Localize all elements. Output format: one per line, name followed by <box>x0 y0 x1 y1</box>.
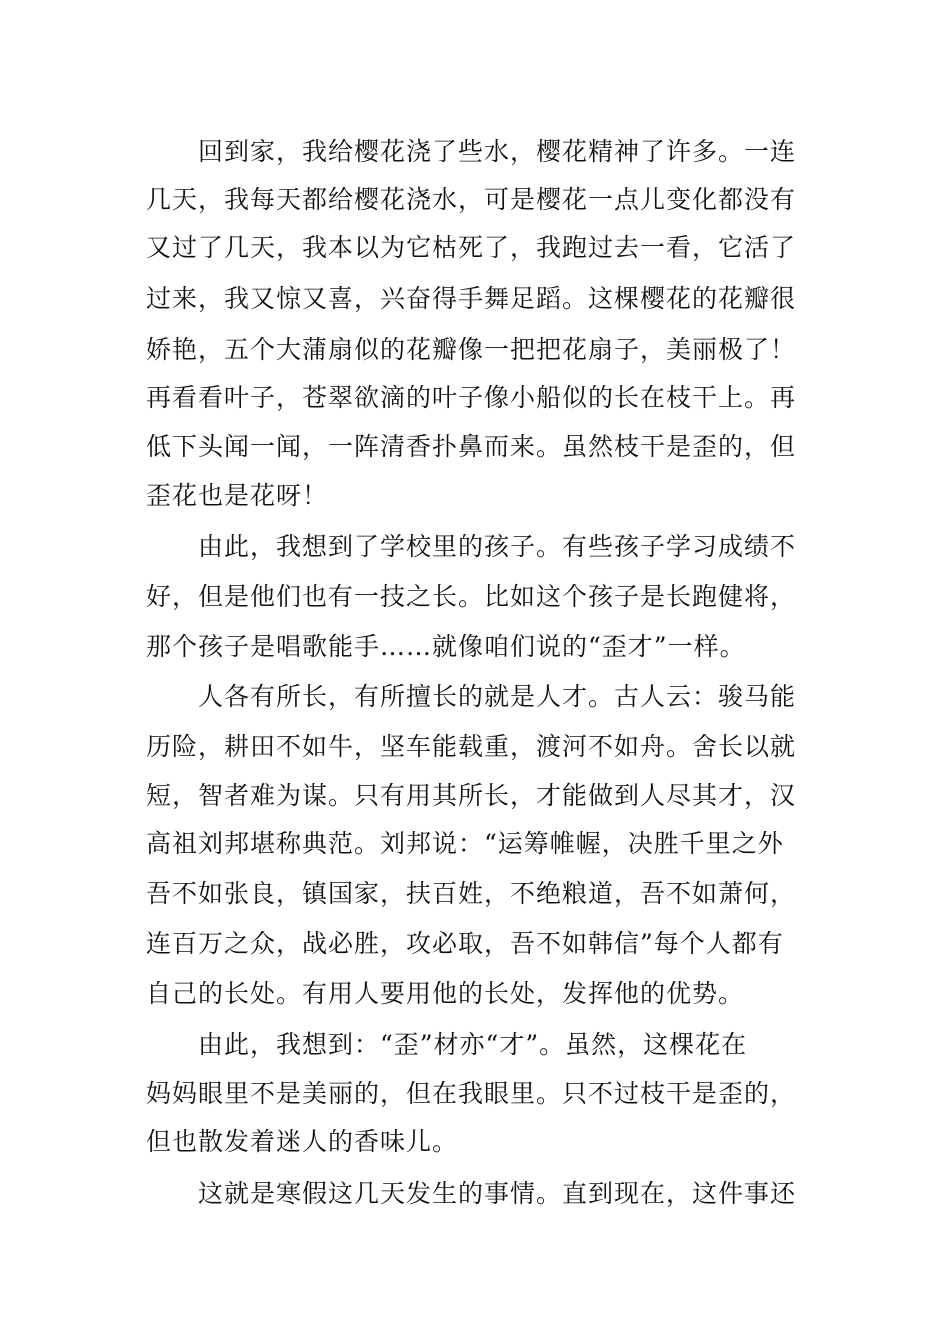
paragraph-line: 那个孩子是唱歌能手……就像咱们说的“歪才”一样。 <box>146 632 746 661</box>
paragraph-line: 歪花也是花呀！ <box>146 481 329 510</box>
paragraph-line: 娇艳，五个大蒲扇似的花瓣像一把把花扇子，美丽极了！ <box>146 335 797 364</box>
paragraph-line: 回到家，我给樱花浇了些水，樱花精神了许多。一连 <box>198 137 797 166</box>
paragraph-line: 由此，我想到：“歪”材亦“才”。虽然，这棵花在 <box>198 1030 748 1059</box>
paragraph-line: 过来，我又惊又喜，兴奋得手舞足蹈。这棵樱花的花瓣很 <box>146 284 797 313</box>
paragraph-line: 但也散发着迷人的香味儿。 <box>146 1127 459 1156</box>
paragraph-line: 吾不如张良，镇国家，扶百姓，不绝粮道，吾不如萧何， <box>146 879 797 908</box>
paragraph-line: 再看看叶子，苍翠欲滴的叶子像小船似的长在枝干上。再 <box>146 383 797 412</box>
paragraph-line: 高祖刘邦堪称典范。刘邦说：“运筹帷幄，决胜千里之外 <box>146 829 784 858</box>
paragraph-line: 这就是寒假这几天发生的事情。直到现在，这件事还 <box>198 1179 797 1208</box>
paragraph-line: 连百万之众，战必胜，攻必取，吾不如韩信”每个人都有 <box>146 929 784 958</box>
paragraph-line: 由此，我想到了学校里的孩子。有些孩子学习成绩不 <box>198 532 797 561</box>
paragraph-line: 又过了几天，我本以为它枯死了，我跑过去一看，它活了 <box>146 233 797 262</box>
paragraph-line: 历险，耕田不如牛，坚车能载重，渡河不如舟。舍长以就 <box>146 732 797 761</box>
paragraph-line: 妈妈眼里不是美丽的，但在我眼里。只不过枝干是歪的， <box>146 1079 797 1108</box>
paragraph-line: 自己的长处。有用人要用他的长处，发挥他的优势。 <box>146 979 745 1008</box>
paragraph-line: 低下头闻一闻，一阵清香扑鼻而来。虽然枝干是歪的，但 <box>146 432 797 461</box>
paragraph-line: 短，智者难为谋。只有用其所长，才能做到人尽其才，汉 <box>146 781 797 810</box>
paragraph-line: 几天，我每天都给樱花浇水，可是樱花一点儿变化都没有 <box>146 185 797 214</box>
paragraph-line: 好，但是他们也有一技之长。比如这个孩子是长跑健将， <box>146 582 797 611</box>
paragraph-line: 人各有所长，有所擅长的就是人才。古人云：骏马能 <box>198 682 797 711</box>
